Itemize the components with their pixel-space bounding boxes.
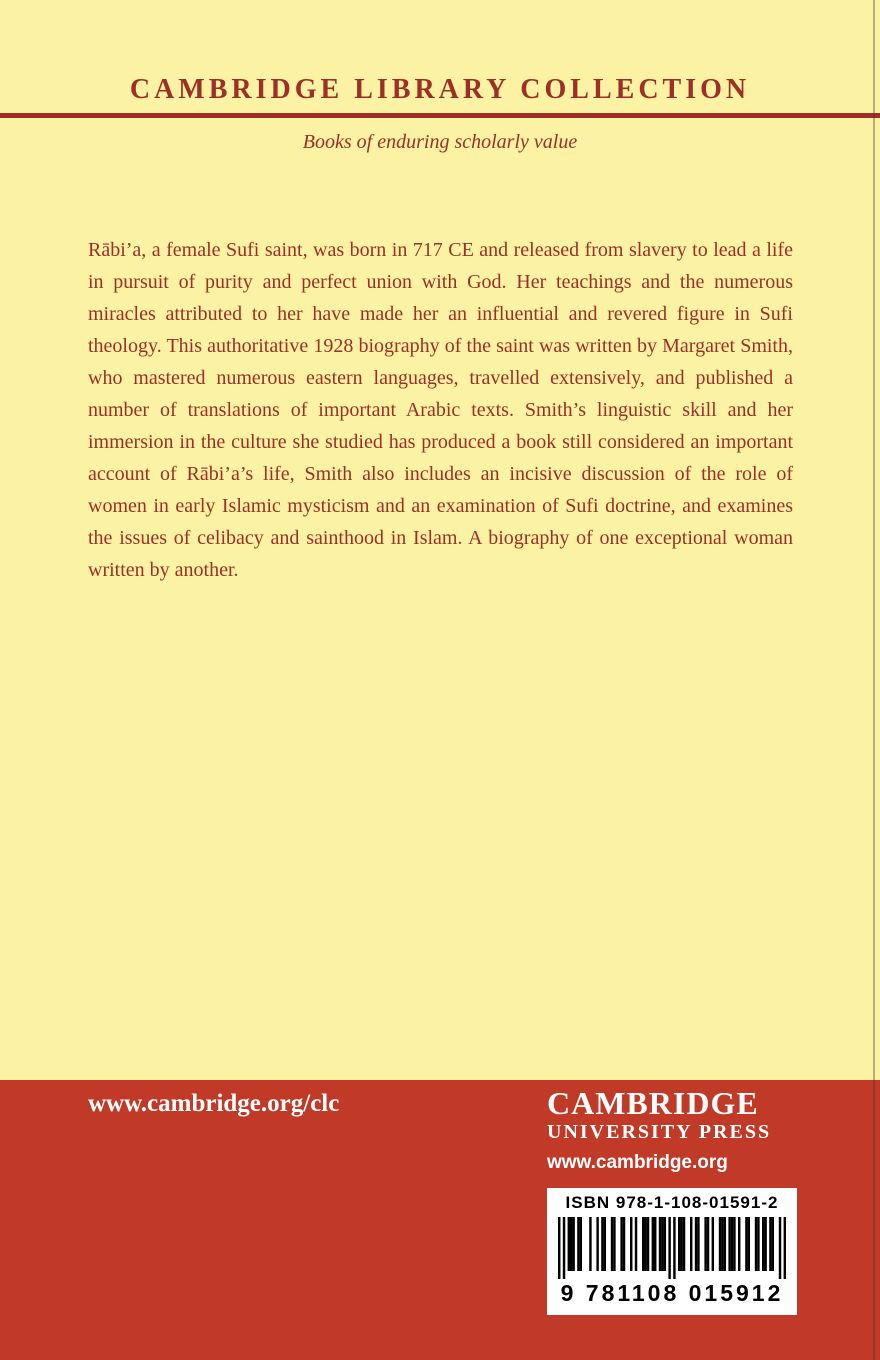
collection-tagline: Books of enduring scholarly value: [302, 131, 578, 153]
barcode: [547, 1188, 797, 1315]
publisher-block: [547, 1086, 799, 1174]
barcode-bars: [558, 1217, 786, 1279]
collection-title: CAMBRIDGE LIBRARY COLLECTION: [129, 74, 751, 105]
scan-edge-artifact: [873, 0, 875, 1360]
divider-rule: [0, 113, 880, 118]
publisher-name-line2: UNIVERSITY PRESS: [547, 1121, 772, 1143]
book-blurb: Rābi’a, a female Sufi saint, was born in 717 CE and released from slavery to lead a life in pursuit of purity and perfect union with God. Her teachings and the numerous miracles attributed to her have made her an influential and revered figure in Sufi theology. This authoritative 1928 biography of the saint was written by Margaret Smith, who mastered numerous eastern languages, travelled extensively, and published a number of translations of important Arabic texts. Smith’s linguistic skill and her immersion in the culture she studied has produced a book still considered an important account of Rābi’a’s life, Smith also includes an incisive discussion of the role of women in early Islamic mysticism and an examination of Sufi doctrine, and examines the issues of celibacy and sainthood in Islam. A biography of one exceptional woman written by another.: [88, 239, 793, 581]
footer-band: [0, 1080, 880, 1360]
barcode-digits: 9 781108 015912: [560, 1280, 784, 1306]
publisher-name-line1: CAMBRIDGE: [547, 1085, 759, 1121]
publisher-url-text: www.cambridge.org: [547, 1152, 728, 1173]
clc-url-text: www.cambridge.org/clc: [88, 1090, 340, 1117]
isbn-label: ISBN 978-1-108-01591-2: [565, 1193, 779, 1212]
